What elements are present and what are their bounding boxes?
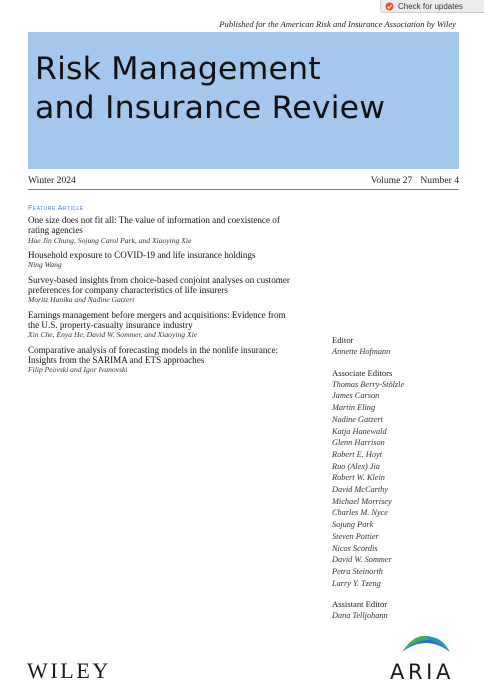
associate-editor-name: Michael Morrisey [332,496,392,506]
associate-editor-name: Thomas Berry-Stölzle [332,379,405,389]
associate-editor-name: Steven Pottier [332,531,379,541]
assistant-editor-name: Dana Telljohann [332,611,388,621]
associate-editor-name: Martin Eling [332,403,376,413]
check-for-updates-badge[interactable] [380,0,484,13]
article-title: Comparative analysis of forecasting models in the nonlife insurance: Insights from the SARIMA and ETS approaches [28,344,279,366]
associate-editor-name: Robert W. Klein [332,473,385,483]
associate-editor-name: Sojung Park [332,520,374,530]
divider [28,189,459,190]
associate-editor-name: Larry Y. Tzeng [332,578,381,588]
associate-editor-name: David W. Sommer [332,555,392,565]
editor-name: Annette Hofmann [332,347,391,356]
check-updates-icon [385,2,394,11]
article-authors: Moritz Hanika and Nadine Gatzert [28,295,135,305]
associate-editor-name: James Carson [332,391,380,401]
editorial-board [332,335,472,622]
associate-editor-name: Nadine Gatzert [332,414,383,424]
article-authors: Filip Peovski and Igor Ivanovski [28,365,128,375]
article-authors: Ning Wang [28,260,62,270]
article-title: Earnings management before mergers and acquisitions: Evidence from the U.S. property-casualty insurance industry [28,309,286,331]
publisher-statement: Published for the American Risk and Insurance Association by Wiley [219,19,456,29]
article-entry [28,275,290,305]
article-title: Household exposure to COVID-19 and life insurance holdings [28,250,256,261]
associate-editors-list [332,379,472,590]
assistant-editor-heading: Assistant Editor [332,599,388,610]
article-authors: Xin Che, Enya He, David W. Sommer, and Xiaoying Xie [28,330,198,340]
article-title: Survey-based insights from choice-based conjoint analyses on customer preferences for company characteristics of life insurers [28,274,290,296]
article-entry [28,345,290,375]
issue-volume-number [371,175,459,186]
editor-heading: Editor [332,335,354,345]
issue-number: Number 4 [420,175,459,186]
issue-volume: Volume 27 [370,175,413,186]
journal-title-line-2: and Insurance Review [35,90,386,126]
associate-editors-heading: Associate Editors [332,367,393,378]
wiley-logo: WILEY [27,658,111,683]
associate-editor-name: Ruo (Alex) Jia [332,461,380,471]
associate-editor-name: Robert E. Hoyt [332,449,383,459]
section-label: Feature Article [28,205,84,212]
journal-title-line-1: Risk Management [35,51,321,87]
article-authors: Hae Jin Chung, Sojung Carol Park, and Xiaoying Xie [28,235,192,245]
article-entry [28,215,290,245]
article-entry [28,250,290,270]
associate-editor-name: Charles M. Nyce [332,508,388,518]
associate-editor-name: Petra Steinorth [332,566,383,576]
article-title: One size does not fit all: The value of information and coexistence of rating agencies [28,215,280,236]
associate-editor-name: David McCarthy [332,485,388,495]
check-updates-label: Check for updates [398,1,463,11]
article-list [28,215,290,375]
issue-season: Winter 2024 [28,175,76,186]
associate-editor-name: Katja Hanewald [332,426,387,436]
table-of-contents [28,205,290,380]
article-entry [28,310,290,340]
aria-wordmark: ARIA [390,660,454,684]
journal-title-band [28,32,459,169]
aria-logo-icon [396,622,456,662]
associate-editor-name: Nicos Scordis [332,543,378,553]
associate-editor-name: Glenn Harrison [332,438,385,448]
